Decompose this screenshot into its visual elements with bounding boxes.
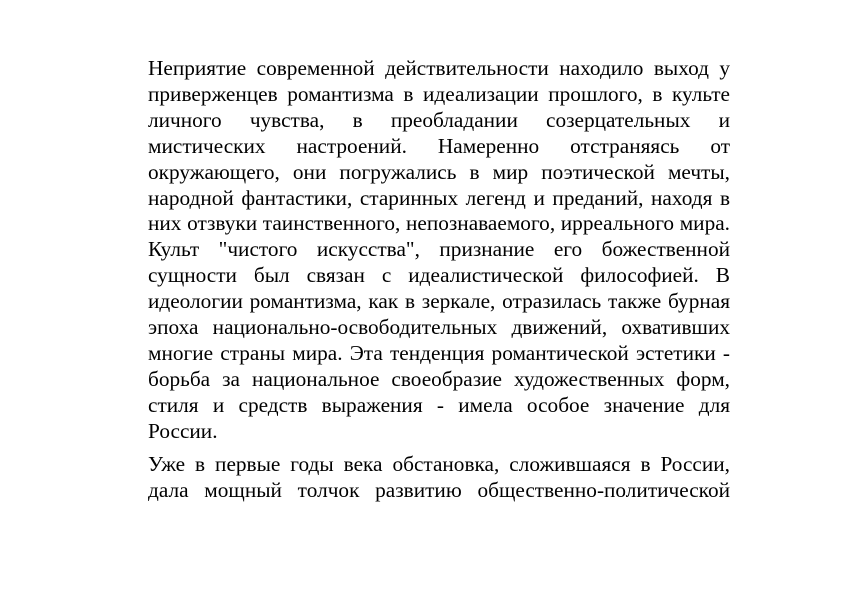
document-text xyxy=(148,56,730,503)
paragraph-1: Неприятие современной действительности находило выход у приверженцев романтизма в идеализации прошлого, в культе личного чувства, в преобладании созерцательных и мистических настроений. Намеренно отстраняясь от окружающего, они погружались в мир поэтической мечты, народной фантастики, старинных легенд и преданий, находя в них отзвуки таинственного, непознаваемого, ирреального мира. Культ "чистого искусства", признание его божественной сущности был связан с идеалистической философией. В идеологии романтизма, как в зеркале, отразилась также бурная эпоха национально-освободительных движений, охвативших многие страны мира. Эта тенденция романтической эстетики - борьба за национальное своеобразие художественных форм, стиля и средств выражения - имела особое значение для России. xyxy=(148,56,730,443)
paragraph-2: Уже в первые годы века обстановка, сложившаяся в России, дала мощный толчок развитию общественно-политической xyxy=(148,451,730,502)
